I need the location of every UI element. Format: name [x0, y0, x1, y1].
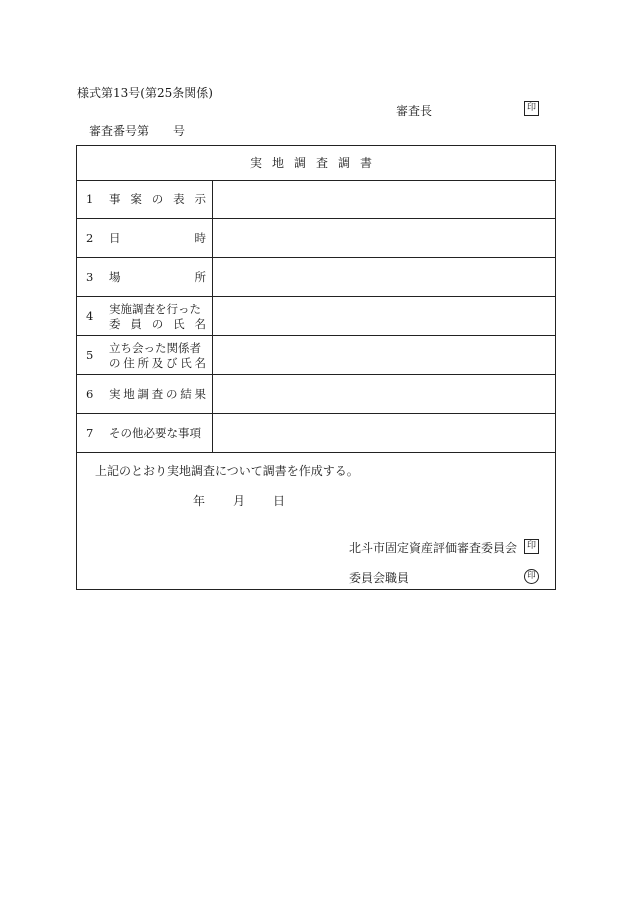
- row-label: [109, 297, 206, 336]
- date-day: 日: [273, 494, 286, 508]
- row-number: 6: [86, 387, 94, 401]
- examiner-seal-icon: 印: [524, 101, 539, 116]
- table-row: [77, 336, 555, 375]
- committee-seal-icon: 印: [524, 539, 539, 554]
- survey-record-table: [76, 145, 556, 590]
- row-value-field[interactable]: [212, 219, 555, 258]
- row-value-field[interactable]: [212, 297, 555, 336]
- row-value-field[interactable]: [212, 375, 555, 414]
- row-label-line: 場 所: [109, 270, 206, 284]
- note-text: 上記のとおり実地調査について調書を作成する。: [95, 464, 359, 478]
- row-label-line: 立ち会った関係者: [109, 340, 201, 355]
- table-row: [77, 180, 555, 219]
- date-month: 月: [233, 494, 246, 508]
- committee-name: 北斗市固定資産評価審査委員会: [349, 541, 518, 555]
- table-row: [77, 258, 555, 297]
- row-number: 3: [86, 270, 94, 284]
- table-title: 実地調査調書: [77, 146, 555, 181]
- staff-label: 委員会職員: [349, 571, 410, 585]
- row-number: 7: [86, 426, 94, 440]
- row-label-line: 事 案 の 表 示: [109, 192, 206, 206]
- row-label: [109, 219, 206, 258]
- row-number: 5: [86, 348, 94, 362]
- table-row: [77, 219, 555, 258]
- row-label: [109, 414, 206, 453]
- row-label-line: 日 時: [109, 231, 206, 245]
- row-label-line: その他必要な事項: [109, 426, 201, 440]
- form-number: 様式第13号(第25条関係): [77, 86, 213, 100]
- row-value-field[interactable]: [212, 336, 555, 375]
- table-row: [77, 297, 555, 336]
- examiner-label: 審査長: [396, 104, 433, 118]
- row-number: 2: [86, 231, 94, 245]
- row-value-field[interactable]: [212, 258, 555, 297]
- row-label: [109, 375, 206, 414]
- date-line[interactable]: [155, 492, 285, 509]
- row-value-field[interactable]: [212, 414, 555, 453]
- row-value-field[interactable]: [212, 180, 555, 219]
- case-number: 審査番号第 号: [89, 124, 186, 138]
- row-label-line: 委 員 の 氏 名: [109, 316, 206, 331]
- staff-seal-icon: 印: [524, 569, 539, 584]
- row-label: [109, 336, 206, 375]
- row-label-line: 実 地 調 査 の 結 果: [109, 387, 206, 401]
- row-label-line: 実施調査を行った: [109, 301, 201, 316]
- table-row: [77, 414, 555, 453]
- row-label: [109, 180, 206, 219]
- row-number: 4: [86, 309, 94, 323]
- date-year: 年: [193, 494, 206, 508]
- row-label: [109, 258, 206, 297]
- row-number: 1: [86, 192, 94, 206]
- row-label-line: の 住 所 及 び 氏 名: [109, 355, 206, 370]
- table-row: [77, 375, 555, 414]
